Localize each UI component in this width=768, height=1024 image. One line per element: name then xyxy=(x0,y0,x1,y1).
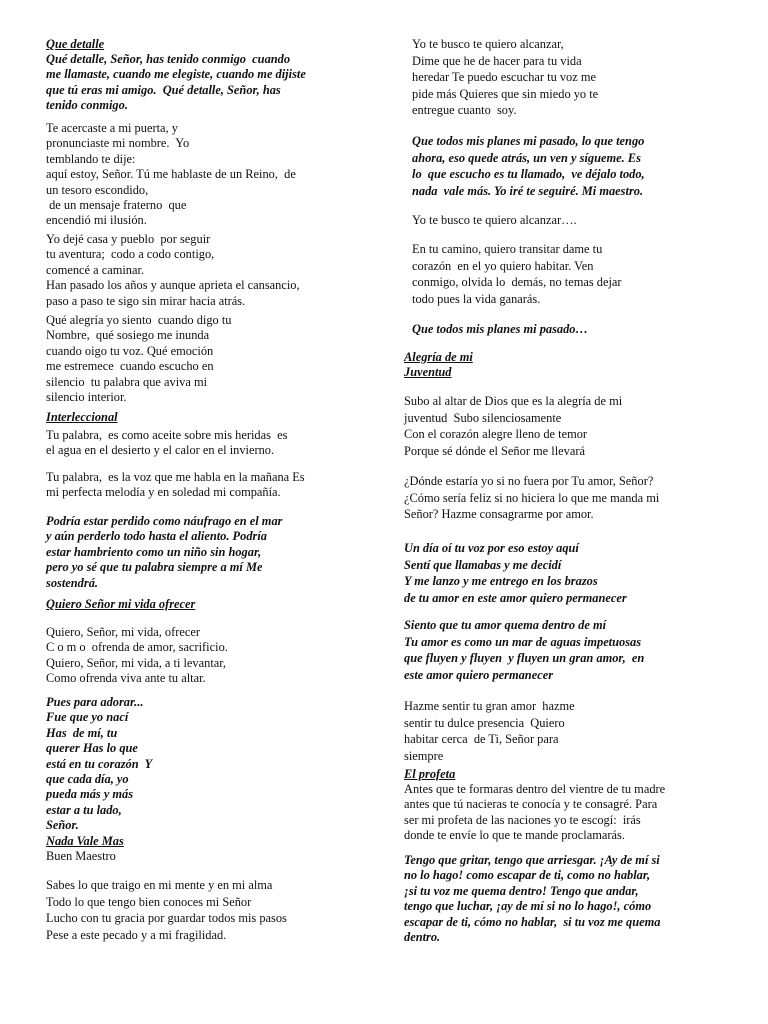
interleccional-verse-1 xyxy=(46,428,287,459)
lyric-line: Y me lanzo y me entrego en los brazos xyxy=(404,574,598,589)
nada-vale-verse-3 xyxy=(404,241,622,307)
lyric-line: comencé a caminar. xyxy=(46,262,145,277)
lyric-line: Tu palabra, es la voz que me habla en la mañana Es xyxy=(46,470,305,484)
lyric-line: Te acercaste a mi puerta, y xyxy=(46,121,178,135)
lyric-line: entregue cuanto soy. xyxy=(412,103,517,118)
lyric-line: silencio interior. xyxy=(46,389,127,404)
quiero-senor-verse-1 xyxy=(46,625,228,687)
que-detalle-verse-1 xyxy=(46,121,296,229)
alegria-chorus-1 xyxy=(404,540,627,606)
lyric-line: Todo lo que tengo bien conoces mi Señor xyxy=(46,894,252,909)
lyric-line: Quiero, Señor, mi vida, a ti levantar, xyxy=(46,655,226,670)
song-title-alegria xyxy=(404,350,473,381)
profeta-verse-1 xyxy=(404,782,665,844)
song-title-que-detalle xyxy=(46,37,104,52)
song-title-profeta xyxy=(404,767,455,782)
song-title: Quiero Señor mi vida ofrecer xyxy=(46,597,196,611)
song-title: El profeta xyxy=(404,767,456,781)
nada-vale-verse-2 xyxy=(404,36,598,119)
lyric-line: lo que escucho es tu llamado, ve déjalo todo, xyxy=(412,167,645,182)
lyric-line: Fue que yo nací xyxy=(46,710,129,725)
lyric-line: Qué detalle, Señor, has tenido conmigo cuando xyxy=(46,52,291,66)
lyric-line: nada vale más. Yo iré te seguiré. Mi maestro. xyxy=(412,183,644,198)
lyric-line: Qué alegría yo siento cuando digo tu xyxy=(46,313,232,327)
lyric-line: no lo hago! como escapar de ti, como no hablar, xyxy=(404,868,651,883)
song-title: Interleccional xyxy=(46,410,118,424)
lyric-line: sostendrá. xyxy=(46,575,98,590)
lyric-line: que tú eras mi amigo. Qué detalle, Señor, has xyxy=(46,82,281,97)
lyric-line: pronunciaste mi nombre. Yo xyxy=(46,136,190,151)
lyric-line: donde te envíe lo que te mande proclamarás. xyxy=(404,828,625,843)
lyric-line: Hazme sentir tu gran amor hazme xyxy=(404,699,575,713)
que-detalle-verse-3 xyxy=(46,313,231,405)
lyric-line: todo pues la vida ganarás. xyxy=(412,291,541,306)
lyric-line: Yo dejé casa y pueblo por seguir xyxy=(46,232,211,246)
lyric-line: encendió mi ilusión. xyxy=(46,213,147,228)
lyric-line: tenido conmigo. xyxy=(46,98,128,113)
lyric-line: ¿Cómo sería feliz si no hiciera lo que me manda mi xyxy=(404,490,660,505)
lyric-line: de tu amor en este amor quiero permanecer xyxy=(404,590,627,605)
profeta-chorus xyxy=(404,853,660,945)
song-title: Nada Vale Mas xyxy=(46,834,124,848)
lyric-line: ser mi profeta de las naciones yo te escogí: irás xyxy=(404,812,641,827)
lyric-line: Quiero, Señor, mi vida, ofrecer xyxy=(46,625,200,639)
lyric-line: que fluyen y fluyen y fluyen un gran amor, en xyxy=(404,651,645,666)
lyric-line: me estremece cuando escucho en xyxy=(46,359,214,374)
nada-vale-chorus xyxy=(404,133,645,199)
lyric-line: un tesoro escondido, xyxy=(46,182,149,197)
lyric-line: siempre xyxy=(404,748,444,763)
lyric-line: el agua en el desierto y el calor en el invierno. xyxy=(46,443,275,458)
lyric-line: ¡si tu voz me quema dentro! Tengo que andar, xyxy=(404,883,639,898)
lyric-line: mi perfecta melodía y en soledad mi compañía. xyxy=(46,485,281,500)
lyric-line: dentro. xyxy=(404,929,441,944)
song-title: Que detalle xyxy=(46,37,105,51)
lyric-line: de un mensaje fraterno que xyxy=(46,197,187,212)
song-title-line: Juventud xyxy=(404,365,452,380)
lyric-line: Señor? Hazme consagrarme por amor. xyxy=(404,507,594,522)
lyric-line: Antes que te formaras dentro del vientre de tu madre xyxy=(404,782,666,796)
song-title-interleccional xyxy=(46,410,118,425)
lyric-line: Nombre, qué sosiego me inunda xyxy=(46,328,210,343)
alegria-verse-1 xyxy=(404,393,622,459)
lyric-line: pueda más y más xyxy=(46,787,134,802)
lyric-line: Tengo que gritar, tengo que arriesgar. ¡Ay de mí si xyxy=(404,853,660,867)
lyric-line: En tu camino, quiero transitar dame tu xyxy=(412,242,603,256)
lyric-line: heredar Te puedo escuchar tu voz me xyxy=(412,70,596,85)
lyric-line: C o m o ofrenda de amor, sacrificio. xyxy=(46,640,228,655)
quiero-senor-chorus xyxy=(46,695,152,834)
lyric-line: me llamaste, cuando me elegiste, cuando me dijiste xyxy=(46,67,306,82)
lyric-line: este amor quiero permanecer xyxy=(404,667,554,682)
lyric-line: Has de mí, tu xyxy=(46,725,118,740)
lyric-line: conmigo, olvida lo demás, no temas dejar xyxy=(412,275,622,290)
alegria-verse-2 xyxy=(404,473,659,523)
lyric-line: silencio tu palabra que aviva mi xyxy=(46,374,208,389)
lyric-line: tu aventura; codo a codo contigo, xyxy=(46,247,215,262)
interleccional-verse-2 xyxy=(46,470,305,501)
lyric-line: Lucho con tu gracia por guardar todos mis pasos xyxy=(46,911,287,926)
lyric-line: tengo que luchar, ¡ay de mí si no lo hago!, cómo xyxy=(404,899,652,914)
song-title-nada-vale xyxy=(46,834,124,849)
lyric-line: Un día oí tu voz por eso estoy aquí xyxy=(404,541,579,555)
lyric-line: ¿Dónde estaría yo si no fuera por Tu amor, Señor? xyxy=(404,474,654,488)
lyric-line: estar hambriento como un niño sin hogar, xyxy=(46,544,262,559)
lyric-line: Como ofrenda viva ante tu altar. xyxy=(46,671,206,686)
song-title-line: Alegría de mi xyxy=(404,350,473,364)
lyric-line: cuando oigo tu voz. Qué emoción xyxy=(46,343,214,358)
lyric-line: temblando te dije: xyxy=(46,151,136,166)
lyric-line: Que todos mis planes mi pasado, lo que tengo xyxy=(412,134,645,148)
lyric-line: Yo te busco te quiero alcanzar, xyxy=(412,37,564,51)
lyric-line: y aún perderlo todo hasta el aliento. Podría xyxy=(46,529,267,544)
lyric-line: pide más Quieres que sin miedo yo te xyxy=(412,86,599,101)
lyric-line: ahora, eso quede atrás, un ven y sígueme. Es xyxy=(412,150,641,165)
lyric-line: Señor. xyxy=(46,818,79,833)
lyric-line: Subo al altar de Dios que es la alegría de mi xyxy=(404,394,623,408)
nada-vale-chorus-repeat xyxy=(404,321,588,338)
interleccional-chorus xyxy=(46,514,282,591)
lyric-line: Porque sé dónde el Señor me llevará xyxy=(404,443,585,458)
lyric-line: Pese a este pecado y a mi fragilidad. xyxy=(46,927,227,942)
lyric-line: Siento que tu amor quema dentro de mí xyxy=(404,618,607,632)
lyric-line: que cada día, yo xyxy=(46,771,129,786)
lyric-line: Podría estar perdido como náufrago en el mar xyxy=(46,514,283,528)
nada-vale-refrain xyxy=(404,212,577,229)
lyric-line: estar a tu lado, xyxy=(46,802,122,817)
lyric-line: paso a paso te sigo sin mirar hacia atrás. xyxy=(46,293,246,308)
lyric-line: Han pasado los años y aunque aprieta el cansancio, xyxy=(46,278,300,293)
lyric-line: Dime que he de hacer para tu vida xyxy=(412,53,582,68)
song-subtitle: Buen Maestro xyxy=(46,849,116,863)
lyric-line: sentir tu dulce presencia Quiero xyxy=(404,715,565,730)
que-detalle-verse-2 xyxy=(46,232,300,309)
lyric-line: aquí estoy, Señor. Tú me hablaste de un Reino, de xyxy=(46,167,296,182)
lyric-line: Tu palabra, es como aceite sobre mis heridas es xyxy=(46,428,288,442)
nada-vale-verse-1 xyxy=(46,877,287,943)
alegria-chorus-2 xyxy=(404,617,644,683)
lyric-line: Con el corazón alegre lleno de temor xyxy=(404,427,588,442)
lyric-line: habitar cerca de Ti, Señor para xyxy=(404,732,559,747)
que-detalle-intro xyxy=(46,52,306,114)
lyric-line: Que todos mis planes mi pasado… xyxy=(412,322,588,336)
lyric-line: pero yo sé que tu palabra siempre a mí Me xyxy=(46,560,263,575)
lyric-line: Tu amor es como un mar de aguas impetuosas xyxy=(404,634,642,649)
lyric-line: juventud Subo silenciosamente xyxy=(404,410,562,425)
lyric-line: está en tu corazón Y xyxy=(46,756,153,771)
lyric-line: escapar de ti, cómo no hablar, si tu voz me quema xyxy=(404,914,661,929)
song-title-quiero-senor xyxy=(46,597,195,612)
lyric-line: corazón en el yo quiero habitar. Ven xyxy=(412,258,594,273)
lyric-line: Sabes lo que traigo en mi mente y en mi alma xyxy=(46,878,273,892)
lyric-line: antes que tú nacieras te conocía y te consagré. Para xyxy=(404,797,658,812)
lyric-line: Sentí que llamabas y me decidí xyxy=(404,557,562,572)
lyric-line: querer Has lo que xyxy=(46,741,138,756)
lyric-line: Pues para adorar... xyxy=(46,695,144,709)
lyric-line: Yo te busco te quiero alcanzar…. xyxy=(412,213,577,227)
alegria-verse-3 xyxy=(404,698,575,764)
nada-vale-subtitle xyxy=(46,849,116,864)
